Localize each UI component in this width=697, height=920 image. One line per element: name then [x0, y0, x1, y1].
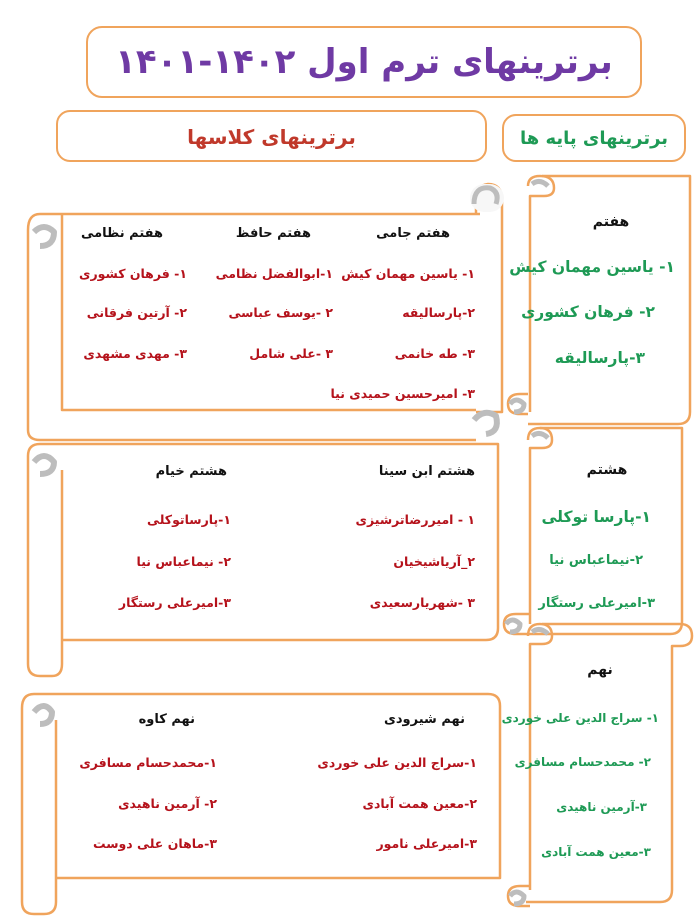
list-item: ۱- یاسین مهمان کیش	[509, 258, 675, 276]
list-item: ۲-معین همت آبادی	[362, 796, 477, 811]
class-heading: هفتم نظامی	[80, 226, 163, 241]
grade-heading: نهم	[587, 662, 613, 678]
list-item: ۲- آرتین فرقانی	[86, 305, 187, 320]
grades-title: برترینهای پایه ها	[519, 128, 669, 149]
list-item: ۳- مهدی مشهدی	[83, 346, 187, 361]
grades-banner	[502, 114, 686, 162]
list-item: ۳ -شهریارسعیدی	[369, 595, 475, 610]
class-heading: نهم شیرودی	[383, 712, 465, 727]
list-item: ۱ - امیررضاترشیزی	[355, 512, 475, 527]
list-item: ۲-پارسالیقه	[402, 305, 475, 320]
class-heading: هفتم حافظ	[235, 226, 311, 241]
title-years: ۱۴۰۲-۱۴۰۱	[115, 42, 296, 82]
classes-banner	[56, 110, 487, 162]
list-item: ۳- طه خانمی	[394, 346, 475, 361]
page-title	[88, 42, 640, 82]
header-banner	[86, 26, 642, 98]
list-item: ۱-پارساتوکلی	[147, 512, 231, 527]
list-item: ۳ -علی شامل	[249, 346, 333, 361]
grade-heading: هفتم	[592, 214, 630, 230]
list-item: ۳- امیرحسین حمیدی نیا	[330, 386, 475, 401]
list-item: ۳-امیرعلی رستگار	[538, 596, 655, 611]
grade-heading: هشتم	[586, 462, 628, 478]
list-item: ۱- یاسین مهمان کیش	[341, 266, 475, 281]
list-item: ۱-پارسا توکلی	[541, 508, 651, 526]
list-item: ۱- فرهان کشوری	[78, 266, 187, 281]
list-item: ۲- محمدحسام مسافری	[514, 755, 651, 769]
list-item: ۱- سراج الدین علی خوردی	[501, 711, 659, 725]
list-item: ۱-ابوالفضل نظامی	[215, 266, 333, 281]
list-item: ۳-امیرعلی نامور	[376, 836, 477, 851]
list-item: ۱-محمدحسام مسافری	[79, 755, 217, 770]
list-item: ۲- فرهان کشوری	[521, 303, 655, 321]
class-heading: نهم کاوه	[138, 712, 195, 727]
list-item: ۳-ماهان علی دوست	[93, 836, 217, 851]
list-item: ۱-سراج الدین علی خوردی	[317, 755, 477, 770]
class-heading: هشتم ابن سینا	[378, 464, 475, 479]
classes-title: برترینهای کلاسها	[187, 125, 356, 149]
list-item: ۲- نیماعباس نیا	[136, 554, 231, 569]
class-heading: هشتم خیام	[155, 464, 227, 479]
list-item: ۲ -یوسف عباسی	[228, 305, 333, 320]
list-item: ۳-آرمین ناهیدی	[556, 800, 647, 814]
list-item: ۲- آرمین ناهیدی	[118, 796, 217, 811]
class-heading: هفتم جامی	[376, 226, 450, 241]
list-item: ۲_آریاشیخیان	[393, 554, 475, 569]
title-main: برترینهای ترم اول	[307, 42, 613, 82]
list-item: ۳-پارسالیقه	[554, 349, 645, 367]
list-item: ۲-نیماعباس نیا	[549, 553, 643, 568]
list-item: ۳-امیرعلی رستگار	[118, 595, 231, 610]
list-item: ۳-معین همت آبادی	[541, 845, 651, 859]
